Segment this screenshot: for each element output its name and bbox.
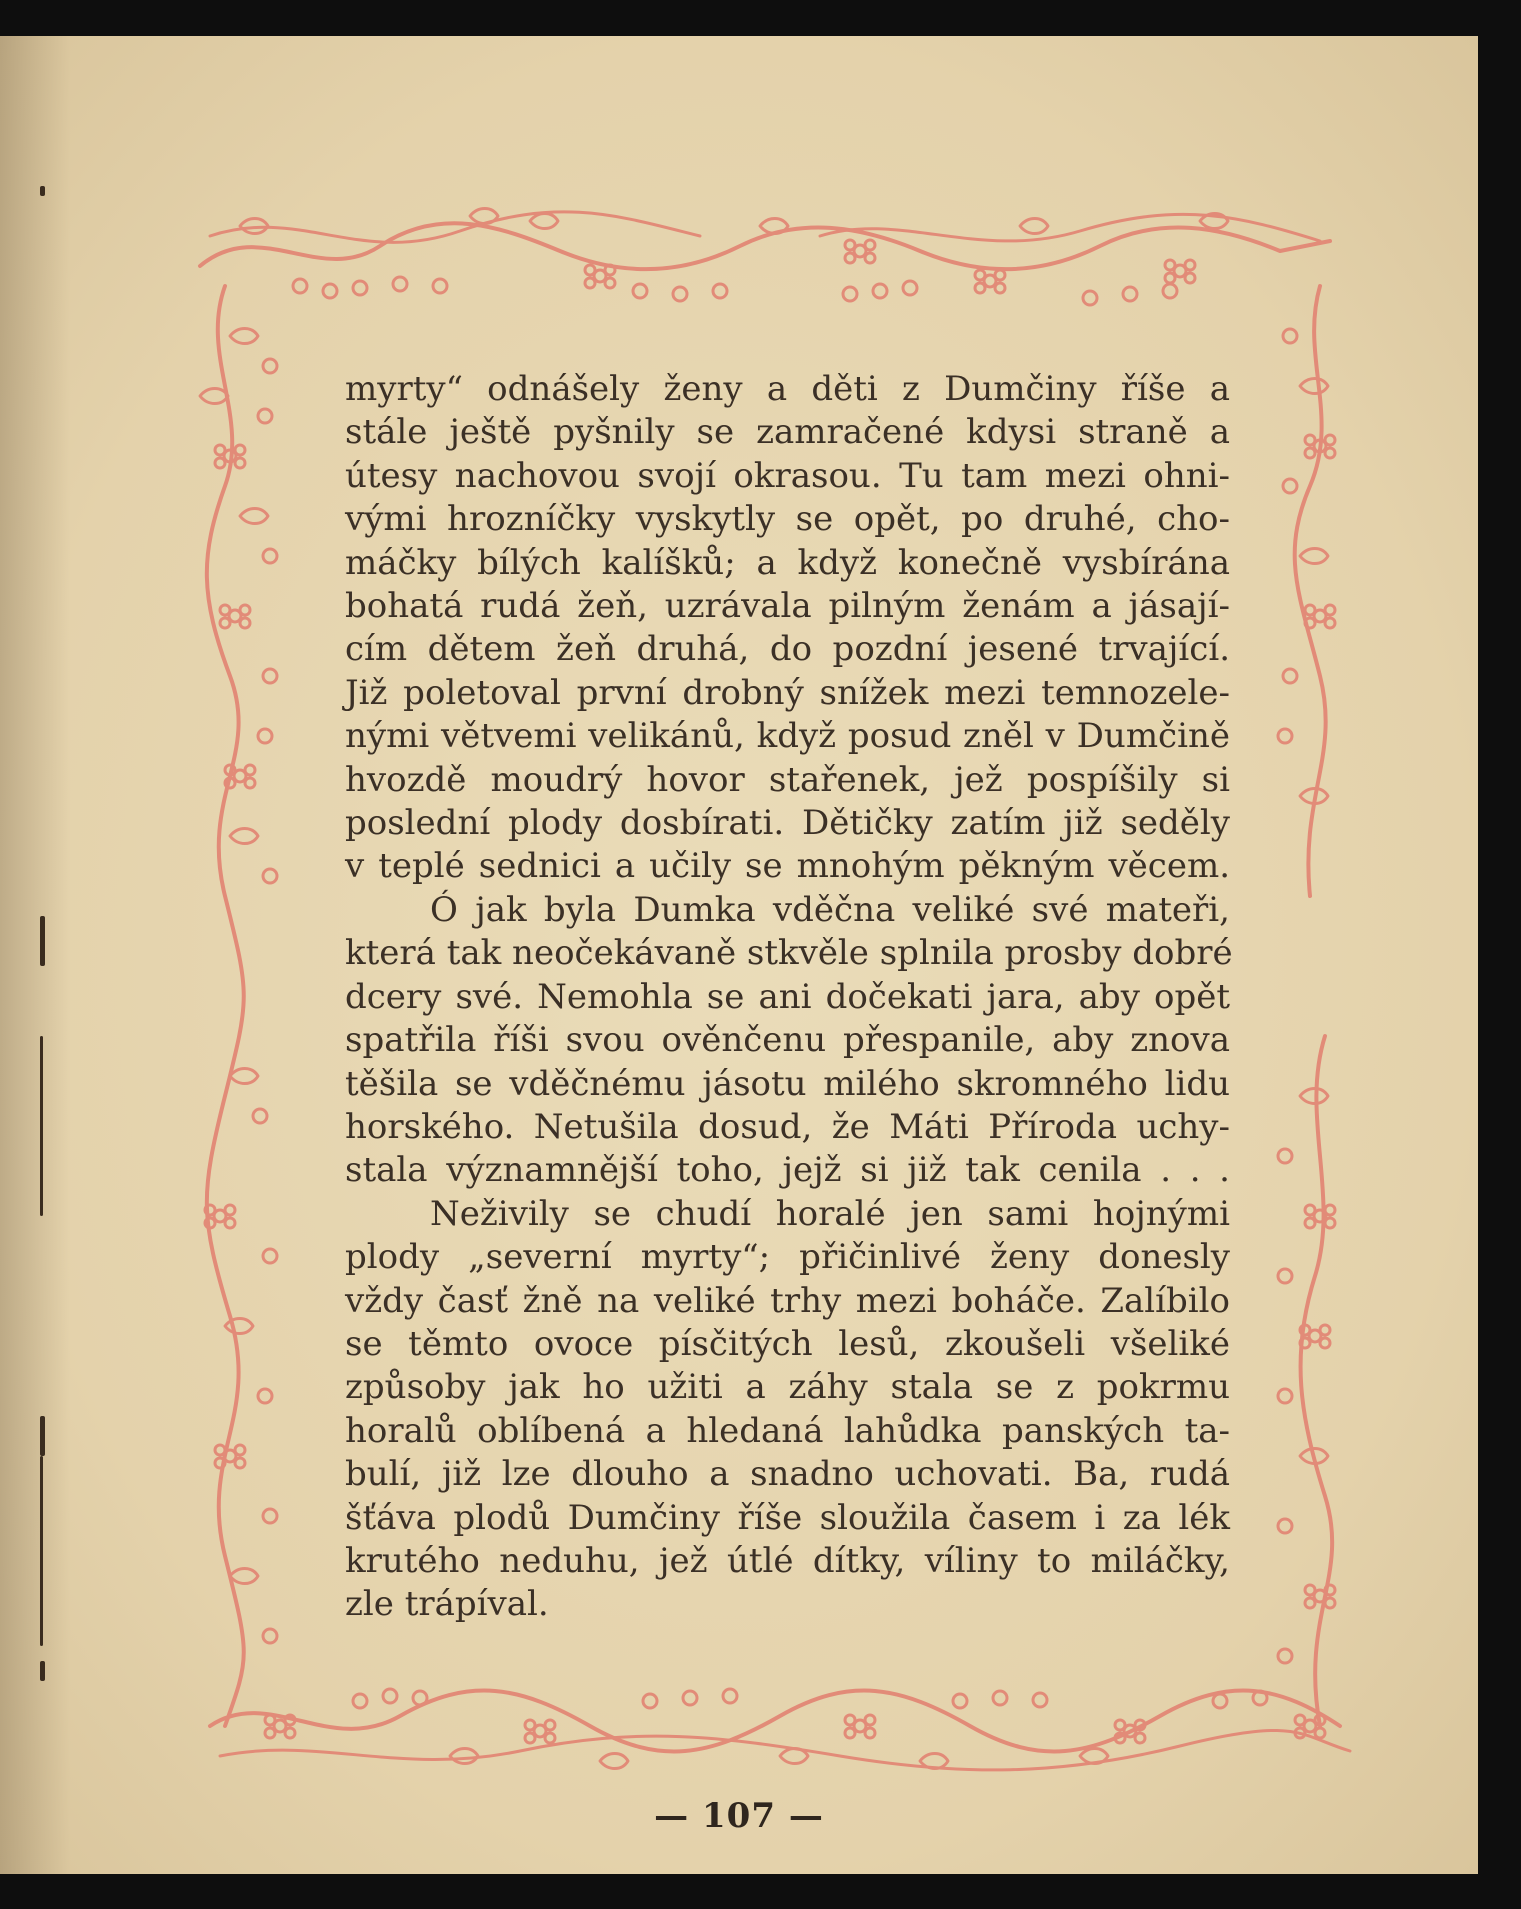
text-line: šťáva plodů Dumčiny říše sloužila časem i za lék	[345, 1497, 1230, 1538]
text-line: nými větvemi velikánů, když posud zněl v Dumčině	[345, 716, 1230, 757]
text-line: způsoby jak ho užiti a záhy stala se z pokrmu	[345, 1367, 1230, 1408]
text-line: stala významnější toho, jejž si již tak cenila . . .	[345, 1150, 1230, 1191]
text-line: krutého neduhu, jež útlé dítky, víliny to miláčky,	[345, 1540, 1230, 1581]
text-line: útesy nachovou svojí okrasou. Tu tam mezi ohni-	[345, 455, 1230, 496]
text-line: poslední plody dosbírati. Dětičky zatím již seděly	[345, 803, 1230, 844]
text-line: spatřila říši svou ověnčenu přespanile, aby znova	[345, 1020, 1230, 1061]
text-line: v teplé sednici a učily se mnohým pěkným věcem.	[345, 846, 1230, 887]
text-line: těšila se vděčnému jásotu milého skromného lidu	[345, 1063, 1230, 1104]
text-line: vými hrozníčky vyskytly se opět, po druhé, cho-	[345, 499, 1230, 540]
text-line: dcery své. Nemohla se ani dočekati jara, aby opět	[345, 976, 1230, 1017]
paragraph-1	[345, 368, 1230, 889]
paragraph-2	[345, 889, 1233, 1193]
text-line: bulí, již lze dlouho a snadno uchovati. Ba, rudá	[345, 1454, 1230, 1495]
text-line: Ó jak byla Dumka vděčna veliké své mateři,	[430, 889, 1230, 930]
text-line: která tak neočekávaně stkvěle splnila prosby dobré	[345, 933, 1233, 974]
text-line: horského. Netušila dosud, že Máti Příroda uchy-	[345, 1106, 1230, 1147]
text-line: cím dětem žeň druhá, do pozdní jesené trvající.	[345, 629, 1230, 670]
text-line: zle trápíval.	[345, 1584, 549, 1625]
text-line: horalů oblíbená a hledaná lahůdka panských ta-	[345, 1410, 1230, 1451]
text-line: stále ještě pyšnily se zamračené kdysi straně a	[345, 412, 1230, 453]
text-line: myrty“ odnášely ženy a děti z Dumčiny říše a	[345, 369, 1230, 409]
text-line: bohatá rudá žeň, uzrávala pilným ženám a jásají-	[345, 586, 1230, 627]
book-page	[0, 36, 1478, 1874]
text-line: Již poletoval první drobný snížek mezi temnozele-	[345, 672, 1230, 713]
page-number: — 107 —	[654, 1796, 824, 1836]
text-line: vždy časť žně na veliké trhy mezi boháče. Zalíbilo	[345, 1280, 1230, 1321]
body-text	[345, 368, 1233, 1627]
text-line: se těmto ovoce písčitých lesů, zkoušeli všeliké	[345, 1323, 1230, 1364]
text-line: hvozdě moudrý hovor stařenek, jež pospíšily si	[345, 759, 1230, 800]
paragraph-3	[345, 1193, 1230, 1627]
text-line: plody „severní myrty“; přičinlivé ženy donesly	[345, 1237, 1230, 1278]
text-line: máčky bílých kalíšků; a když konečně vysbírána	[345, 542, 1230, 583]
text-line: Neživily se chudí horalé jen sami hojnými	[430, 1193, 1230, 1234]
